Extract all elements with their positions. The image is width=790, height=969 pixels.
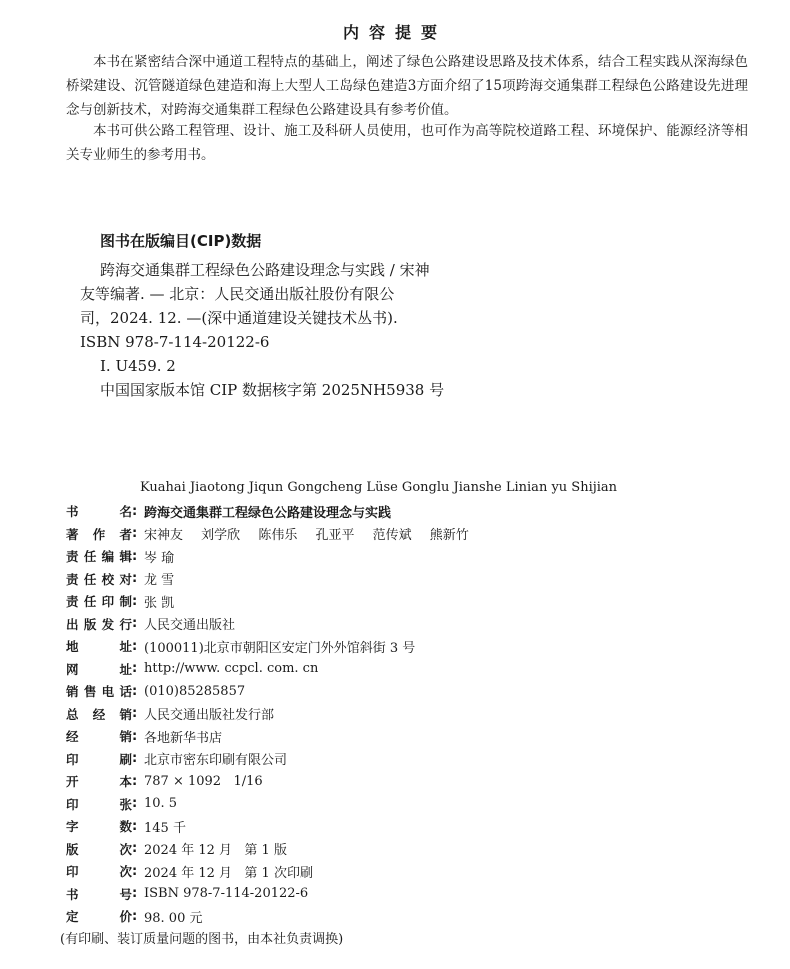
author: 熊新竹 [429,528,469,544]
row-label: 出版发行 [66,616,132,632]
row-label: 字数 [66,819,132,835]
row-label: 责任印制 [66,594,132,610]
author: 孔亚平 [315,528,355,544]
colophon-row: 版次 : 2024 年 12 月 第 1 版 [66,841,287,859]
row-value: 人民交通出版社发行部 [144,708,275,724]
abstract-title: 内容提要 [342,23,447,42]
cip-line: 友等编著. — 北京：人民交通出版社股份有限公 [80,285,395,303]
row-label: 销售电话 [66,684,132,700]
price-value: 98. 00 元 [144,910,203,926]
row-value: 北京市密东印刷有限公司 [144,753,288,769]
authors-value [142,524,483,543]
row-label: 书名 [66,504,132,520]
isbn-value: ISBN 978-7-114-20122-6 [144,886,309,902]
abstract-paragraph-2: 本书可供公路工程管理、设计、施工及科研人员使用，也可作为高等院校道路工程、环境保护、能源经济等相关专业师生的参考用书。 [66,123,748,163]
abstract-paragraph-1: 本书在紧密结合深中通道工程特点的基础上，阐述了绿色公路建设思路及技术体系，结合工程实践从深海绿色桥梁建设、沉管隧道绿色建造和海上大型人工岛绿色建造3方面介绍了15项跨海交通集群工程绿色公路建设先进理念与创新技术，对跨海交通集群工程绿色公路建设具有参考价值。 [66,54,748,118]
colophon-table [66,500,766,928]
row-label: 地址 [66,639,132,655]
row-label: 开本 [66,774,132,790]
colophon-row: 地址 : (100011)北京市朝阳区安定门外外馆斜街 3 号 [66,638,416,656]
row-label: 网址 [66,661,132,677]
cip-heading: 图书在版编目(CIP)数据 [100,232,262,250]
cip-record-number: 中国国家版本馆 CIP 数据核字第 2025NH5938 号 [100,381,445,399]
row-label: 著作者 [66,526,132,542]
colophon-row: 经销 : 各地新华书店 [66,728,223,746]
row-value: 787 × 1092 1/16 [144,773,263,789]
colophon-row: 责任印制 : 张 凯 [66,593,175,611]
row-value: 龙 雪 [144,573,175,589]
colophon-row-authors: 著作者 : 宋神友 刘学欣 陈伟乐 孔亚平 范传斌 熊新竹 [66,523,766,546]
row-value: 人民交通出版社 [144,618,236,634]
row-value: 2024 年 12 月 第 1 次印刷 [144,865,313,881]
colophon-row: 印张 : 10. 5 [66,796,178,812]
row-value: (100011)北京市朝阳区安定门外外馆斜街 3 号 [144,640,416,656]
colophon-row: 定价 : 98. 00 元 [66,908,203,926]
book-title-value: 跨海交通集群工程绿色公路建设理念与实践 [144,505,392,521]
colophon-row: 销售电话 : (010)85285857 [66,683,246,700]
pinyin-title: Kuahai Jiaotong Jiqun Gongcheng Lüse Gonglu Jianshe Linian yu Shijian [140,480,618,495]
row-value: 145 千 [144,820,186,836]
row-value: 张 凯 [144,595,175,611]
colophon-row: 责任校对 : 龙 雪 [66,571,175,589]
colophon-row: 总经销 : 人民交通出版社发行部 [66,706,275,724]
author: 宋神友 [144,528,184,544]
row-label: 责任校对 [66,571,132,587]
cip-line: 跨海交通集群工程绿色公路建设理念与实践 / 宋神 [100,261,430,279]
website-value: http://www. ccpcl. com. cn [144,661,319,677]
colophon-row: 书号 : ISBN 978-7-114-20122-6 [66,886,309,902]
cip-classification: Ⅰ. U459. 2 [100,357,176,375]
row-label: 印刷 [66,751,132,767]
row-value: 岑 瑜 [144,550,175,566]
row-label: 书号 [66,886,132,902]
row-value: 各地新华书店 [144,730,223,746]
colophon-row: 出版发行 : 人民交通出版社 [66,616,236,634]
colophon-row: 开本 : 787 × 1092 1/16 [66,773,263,790]
colophon-row: 印次 : 2024 年 12 月 第 1 次印刷 [66,863,313,881]
colophon-row: 网址 : http://www. ccpcl. com. cn [66,661,319,677]
author: 陈伟乐 [258,528,298,544]
cip-isbn: ISBN 978-7-114-20122-6 [80,333,270,351]
row-label: 印次 [66,864,132,880]
row-value: 10. 5 [144,796,178,812]
colophon-row: 印刷 : 北京市密东印刷有限公司 [66,751,288,769]
row-label: 总经销 [66,706,132,722]
colophon-row: 责任编辑 : 岑 瑜 [66,548,175,566]
row-value: 2024 年 12 月 第 1 版 [144,843,287,859]
quality-note: (有印刷、装订质量问题的图书，由本社负责调换) [60,932,344,947]
author: 刘学欣 [201,528,241,544]
row-label: 经销 [66,729,132,745]
row-value: (010)85285857 [144,683,246,699]
row-label: 版次 [66,841,132,857]
cip-line: 司，2024. 12. —(深中通道建设关键技术丛书). [80,309,398,327]
row-label: 印张 [66,796,132,812]
author: 范传斌 [372,528,412,544]
row-label: 定价 [66,909,132,925]
row-label: 责任编辑 [66,549,132,565]
colophon-row-title: 书名 : 跨海交通集群工程绿色公路建设理念与实践 [66,503,392,521]
colophon-row: 字数 : 145 千 [66,818,186,836]
